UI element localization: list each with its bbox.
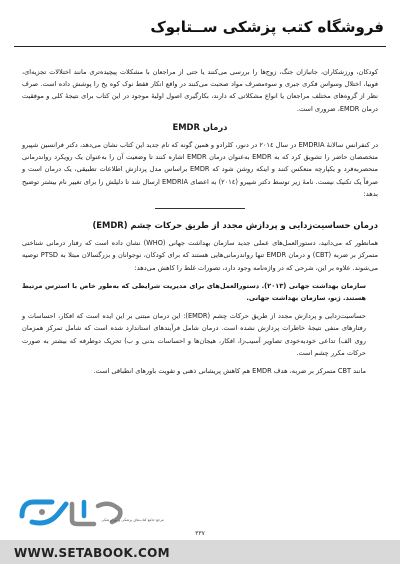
- header-divider: [14, 46, 386, 47]
- emdr-definition: حساسیت‌زدایی و پردازش مجدد از طریق حرکات چشم (EMDR): این درمان مبتنی بر این ایده است که افکار، احساسات و رفتارهای منفی نتیجهٔ خاطرات پردازش نشده است. درمان شامل فرآیندهای استاندارد شده است که شامل تمرکز همزمان روی الف) تداعی خودبه‌خودی تصاویر آسیب‌زا، افکار، هیجان‌ها و احساسات بدنی و ب) تحریک دوطرفه که بیشتر به صورت حرکات مکرر چشم است.: [22, 312, 366, 357]
- page-header-title: فروشگاه کتب پزشکی ســتابوک: [150, 18, 384, 36]
- body-content: [22, 66, 378, 383]
- setabook-logo-icon: [18, 496, 130, 530]
- cbt-comparison-paragraph: مانند CBT متمرکز بر ضربه، هدف EMDR هم کاهش پریشانی ذهنی و تقویت باورهای انطباقی است.: [93, 367, 366, 376]
- section-heading-emdr-therapy: درمان EMDR: [172, 121, 228, 132]
- who-guidelines-paragraph: همانطور که می‌دانید، دستورالعمل‌های عملی جدید سازمان بهداشت جهانی (WHO) نشان داده است که رفتار درمانی شناختی متمرکز بر ضربه (CBT) و درمان EMDR تنها رواندرمانی‌هایی هستند که برای کودکان، نوجوانان و بزرگسالان مبتلا به PTSD توصیه می‌شوند. علاوه بر این، شرحی که در واژه‌نامه وجود دارد، تصورات غلط را کاهش می‌دهد:: [22, 239, 379, 272]
- section-heading-emdr-full: درمان حساسیت‌زدایی و پردازش مجدد از طریق حرکات چشم (EMDR): [92, 220, 378, 231]
- intro-paragraph: کودکان، ورزشکاران، جانبازان جنگ، زوج‌ها را بررسی می‌کنند یا حتی از مراجعان با مشکلات پیچیده‌تری مانند اختلالات تجزیه‌ای، فوبیا، اختلال وسواس فکری جبری و سوءمصرف مواد صحبت می‌کنند در واقع انکار فقط نوک کوه یخ را پوشش داده است. صرف نظر از گروه‌های مختلف مراجعان یا انواع مشکلاتی که دارند، بکارگیری اصول اولیهٔ موجود در این کتاب برای نتیجهٔ کلی و موفقیت درمان EMDR، ضروری است.: [22, 68, 378, 113]
- footer-bar: [0, 540, 400, 564]
- page-number: ۳۳۷: [195, 530, 205, 537]
- emdr-therapy-paragraph: در کنفرانس سالانهٔ EMDRIA در سال ۲۰۱٤ در دنور، کلرادو و همین گونه که نام جدید این کتاب نشان می‌دهد، دکتر فرانسین شپیرو متخصصان حاضر را تشویق کرد که به EMDR به‌عنوان درمان EMDR اشاره کنند تا وضعیت آن را به‌عنوان یک رویکرد رواندرمانی منحصربه‌فرد و یکپارچه منعکس کنند و اینکه روشن شود که EMDR براساس مدل پردازش اطلاعات تطبیقی، یک درمان است و صرفاً یک تکنیک نیست. نامهٔ زیر توسط دکتر شپیرو (۲۰۱٤) به اعضای EMDRIA ارسال شد تا دلیلش را برای تغییر نام بیشتر توضیح بدهد:: [22, 141, 379, 198]
- section-separator: [155, 208, 245, 209]
- setabook-tagline: مرجع جامع کتاب‌های پزشکی و پیراپزشکی: [101, 518, 164, 522]
- who-reference: سازمان بهداشت جهانی (۲۰۱۳). دستورالعمل‌های برای مدیریت شرایطی که به‌طور خاص با استرس مرتبط هستند. ژنو، سازمان بهداشت جهانی.: [22, 281, 366, 303]
- footer-website-url[interactable]: WWW.SETABOOK.COM: [14, 546, 170, 560]
